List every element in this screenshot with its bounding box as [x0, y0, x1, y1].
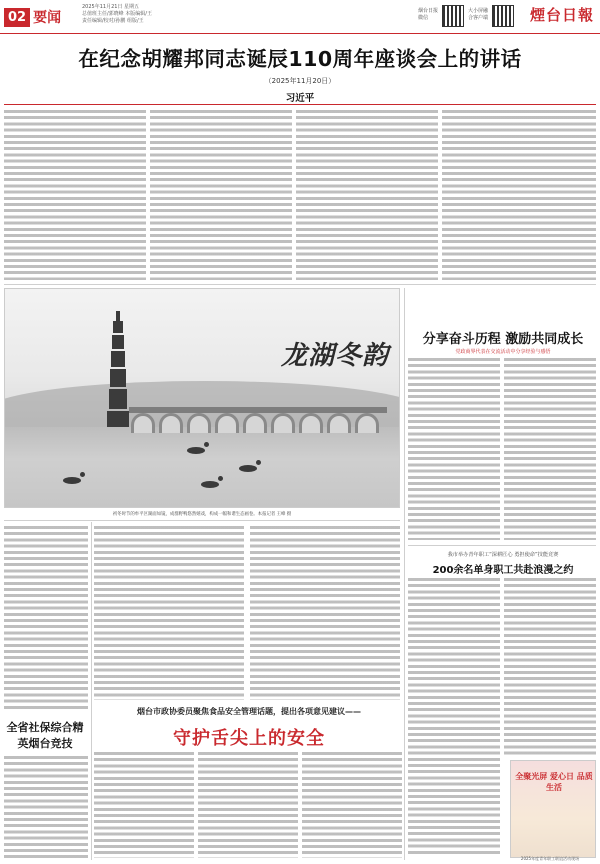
qr-label-wechat: 烟台日报微信 — [418, 8, 439, 21]
main-headline: 在纪念胡耀邦同志诞辰110周年座谈会上的讲话 — [78, 47, 522, 71]
qr-label-app: 大小屏融合客户端 — [468, 8, 489, 21]
duck-icon — [239, 465, 257, 472]
duck-icon — [63, 477, 81, 484]
masthead — [0, 0, 600, 34]
issue-line: 责任编辑/校对/孙鹏 组版/王 — [82, 18, 144, 24]
issue-info — [82, 4, 232, 25]
divider — [4, 284, 596, 285]
duck-icon — [201, 481, 219, 488]
article-column — [4, 756, 88, 860]
qr-code-icon — [492, 5, 514, 27]
byline: 习近平 — [285, 93, 315, 104]
pagoda-icon — [107, 311, 129, 429]
feature-title: 200余名单身职工共赴浪漫之约 — [432, 565, 574, 576]
article-column — [408, 578, 500, 856]
qr-code-icon — [442, 5, 464, 27]
photo-water — [5, 427, 399, 507]
article-column — [504, 578, 596, 756]
article-column — [408, 358, 500, 540]
article-column — [442, 110, 596, 280]
poster-caption: 2025年度青年职工联谊活动现场 — [520, 856, 580, 861]
article-column — [296, 110, 438, 280]
event-poster — [510, 760, 596, 858]
feature-subtitle: 党政商界代表在交流活动中分享经验与感悟 — [455, 349, 551, 355]
divider — [404, 288, 405, 860]
arch-bridge — [129, 407, 387, 435]
photo-caption: 初冬时节的牟平区湖面如镜，成群野鸭悠然嬉戏，构成一幅和谐生态画卷。本报记者 王峰 摄 — [112, 512, 292, 517]
issue-line: 2025年11月21日 星期五 — [82, 4, 140, 10]
newspaper-logo: 煙台日報 — [529, 6, 594, 24]
feature-subtitle: 我市举办青年职工“深耕匠心 勇担使命”技能竞赛 — [447, 552, 559, 558]
photo-title: 龙湖冬韵 — [281, 341, 390, 371]
poster-text: 全聚光屏 爱心日 品质生活 — [515, 771, 593, 792]
section-tag — [4, 6, 61, 28]
story-title: 守护舌尖上的安全 — [173, 728, 325, 749]
article-column — [504, 358, 596, 540]
article-column — [4, 110, 146, 280]
feature-title: 分享奋斗历程 激励共同成长 — [422, 332, 584, 347]
article-column — [250, 526, 400, 700]
lake-photo — [4, 288, 400, 508]
article-column — [94, 526, 244, 700]
duck-icon — [187, 447, 205, 454]
divider — [408, 545, 596, 546]
section-number: 02 — [4, 8, 30, 27]
story-title: 全省社保综合精英烟台竞技 — [6, 721, 84, 750]
article-column — [4, 526, 88, 712]
article-column — [94, 752, 194, 858]
section-name: 要闻 — [33, 10, 62, 26]
article-column — [150, 110, 292, 280]
divider — [91, 522, 92, 860]
divider — [4, 520, 400, 521]
story-subtitle: 烟台市政协委员聚焦食品安全管理话题，提出各项意见建议—— — [137, 707, 361, 716]
divider — [4, 104, 596, 105]
article-column — [198, 752, 298, 858]
issue-line: 总值班主任/郭晓峰 本版编辑/王 — [82, 11, 152, 17]
article-column — [302, 752, 402, 858]
dateline: （2025年11月20日） — [264, 77, 336, 85]
